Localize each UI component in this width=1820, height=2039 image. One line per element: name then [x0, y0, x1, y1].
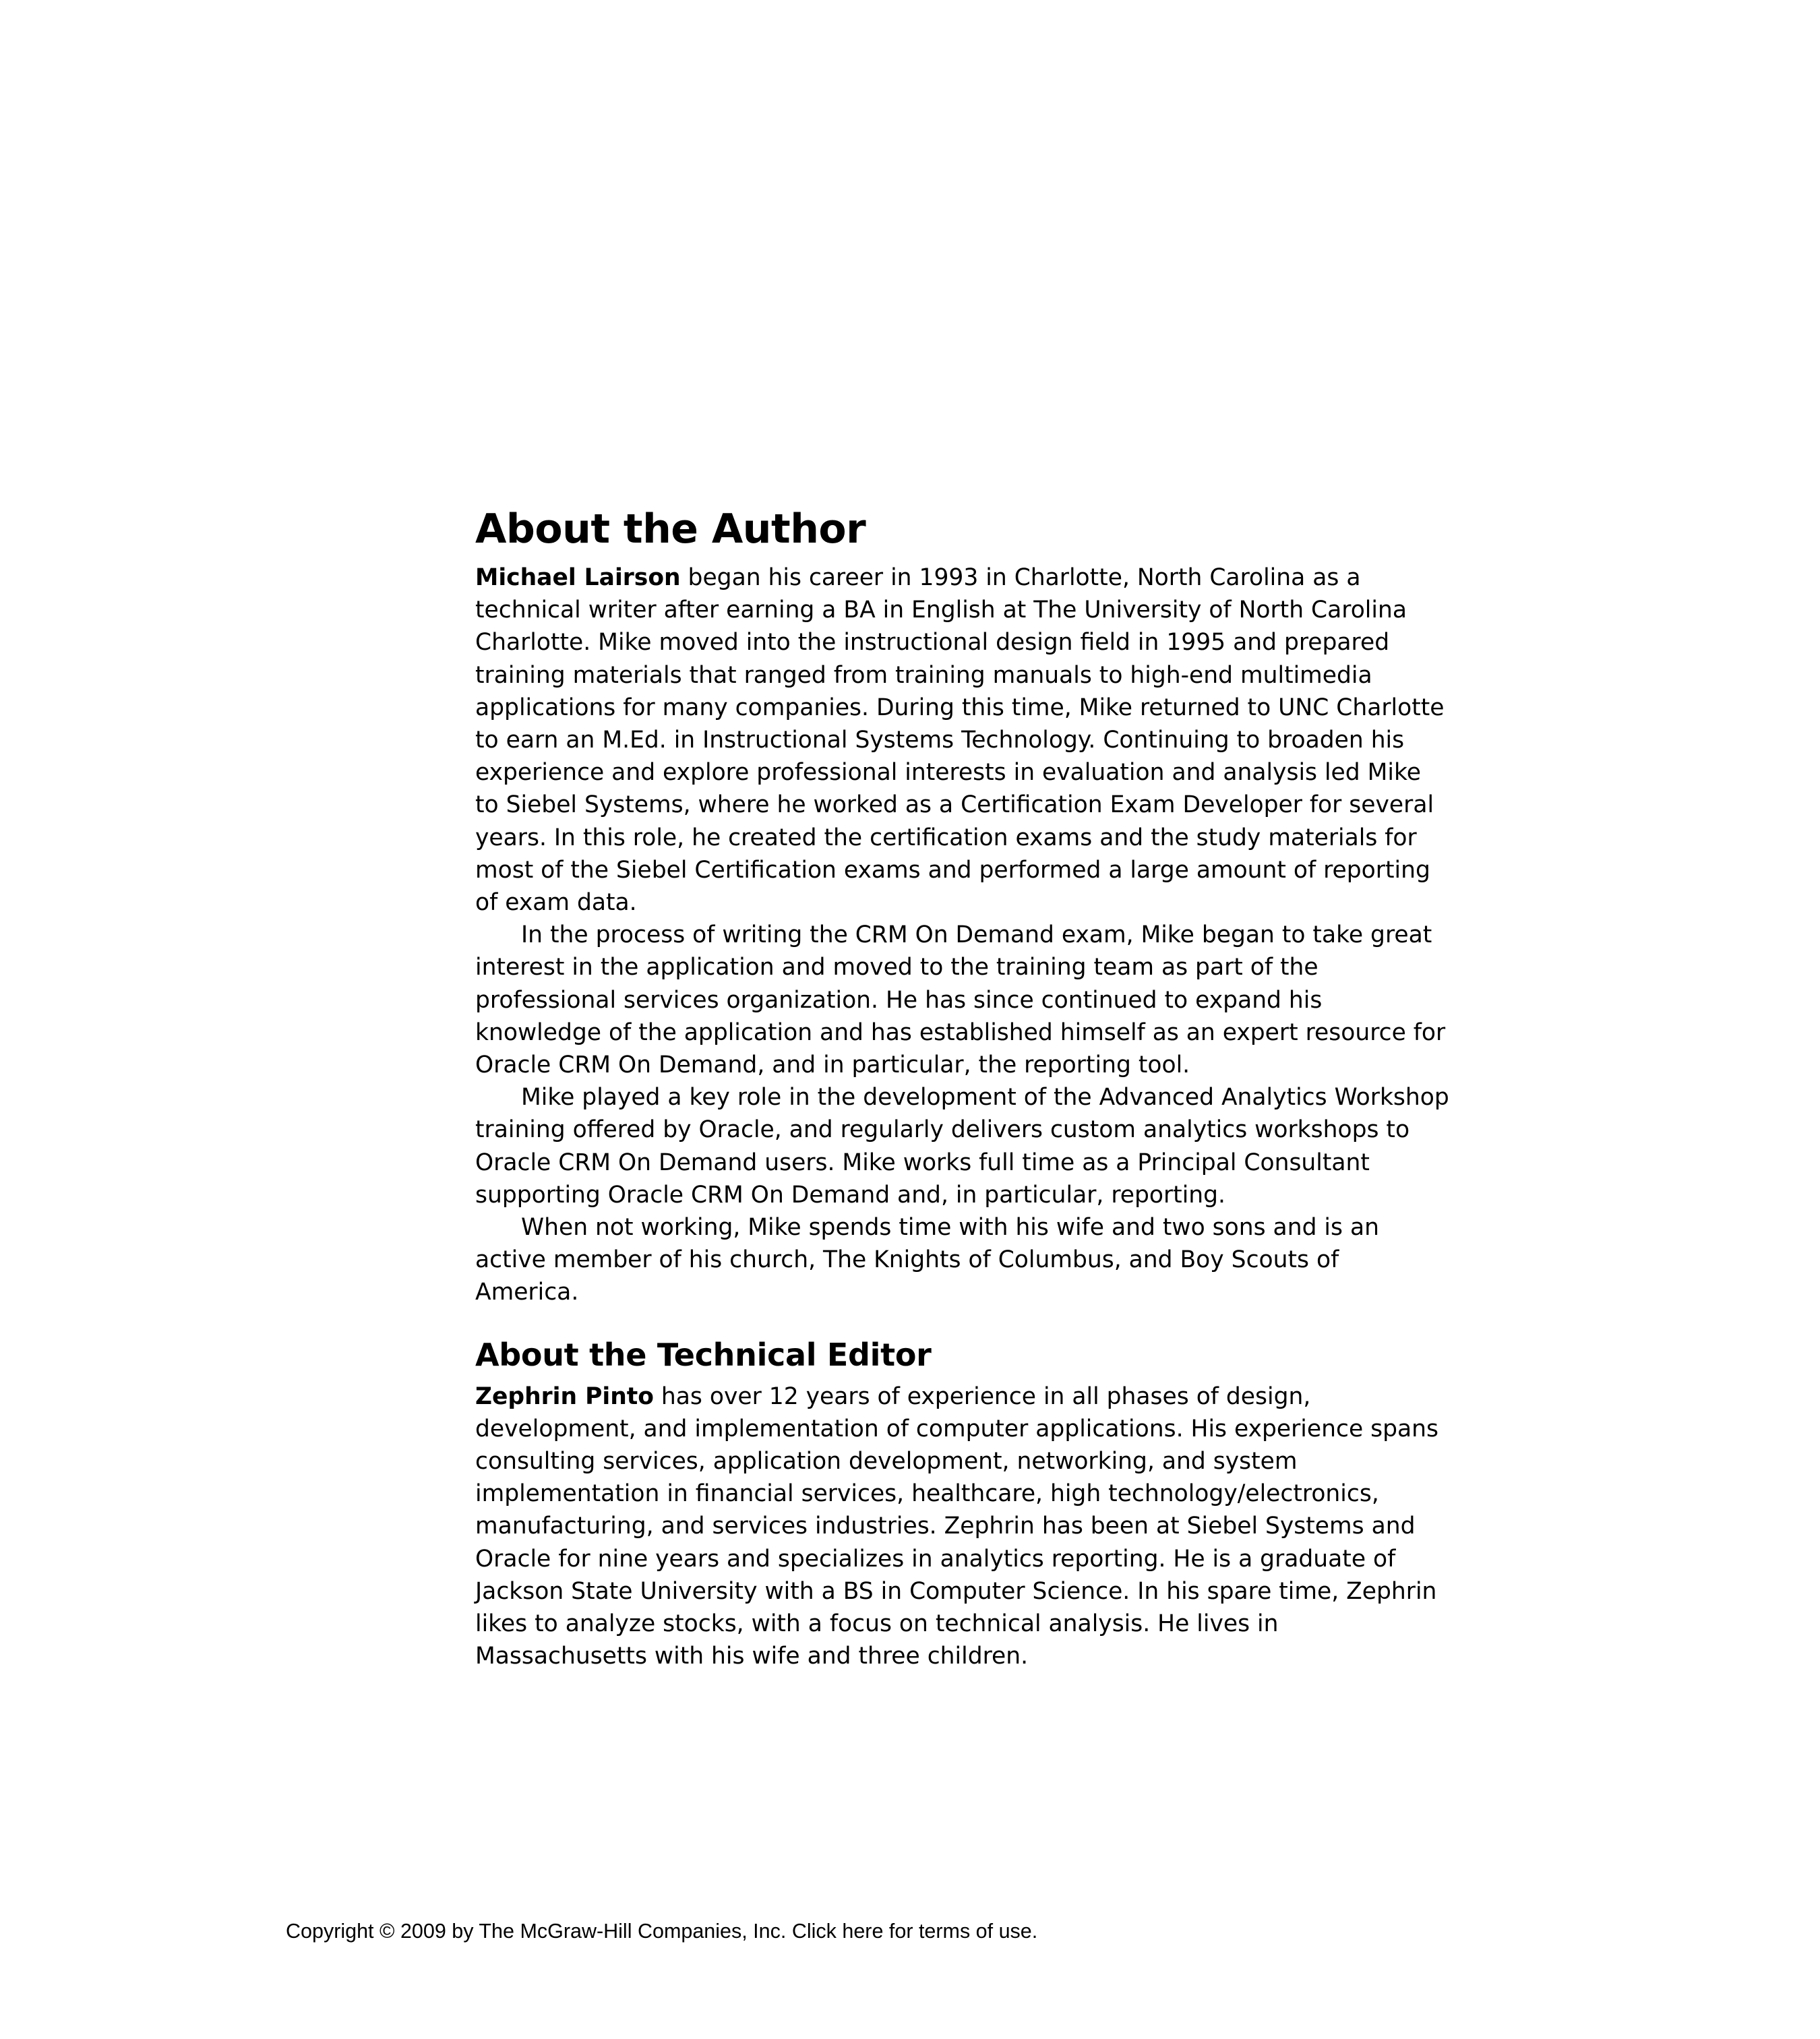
about-editor-heading: About the Technical Editor [475, 1336, 932, 1373]
author-bio-paragraph-1 [475, 561, 1449, 919]
author-name: Michael Lairson [475, 564, 681, 591]
about-author-heading: About the Author [475, 506, 866, 553]
terms-of-use-link[interactable]: Click here for terms of use. [791, 1920, 1038, 1943]
copyright-footer [286, 1918, 1037, 1945]
author-bio-paragraph-3: Mike played a key role in the development of the Advanced Analytics Workshop training offered by Oracle, and regularly delivers custom analytics workshops to Oracle CRM On Demand users. Mike works full time as a Principal Consultant supporting Oracle CRM On Demand and, in particular, reporting. [475, 1084, 1449, 1209]
author-bio-paragraph-2: In the process of writing the CRM On Demand exam, Mike began to take great interest in the application and moved to the training team as part of the professional services organization. He has since continued to expand his knowledge of the application and has established himself as an expert resource for Oracle CRM On Demand, and in particular, the reporting tool. [475, 921, 1446, 1079]
main-content [475, 502, 1449, 1673]
copyright-text: Copyright © 2009 by The McGraw-Hill Companies, Inc. [286, 1920, 792, 1943]
author-bio-text-1: began his career in 1993 in Charlotte, North Carolina as a technical writer after earning a BA in English at The University of North Carolina Charlotte. Mike moved into the instructional design field in 1995 and prepared training materials that ranged from training manuals to high-end multimedia applications for many companies. During this time, Mike returned to UNC Charlotte to earn an M.Ed. in Instructional Systems Technology. Continuing to broaden his experience and explore professional interests in evaluation and analysis led Mike to Siebel Systems, where he worked as a Certification Exam Developer for several years. In this role, he created the certification exams and the study materials for most of the Siebel Certification exams and performed a large amount of reporting of exam data. [475, 564, 1445, 917]
author-bio-paragraph-4: When not working, Mike spends time with his wife and two sons and is an active member of his church, The Knights of Columbus, and Boy Scouts of America. [475, 1214, 1379, 1306]
editor-name: Zephrin Pinto [475, 1382, 654, 1410]
editor-bio-paragraph [475, 1380, 1449, 1673]
editor-bio-text: has over 12 years of experience in all phases of design, development, and implementation of computer applications. His experience spans consulting services, application development, networking, and system implementation in financial services, healthcare, high technology/electronics, manufacturing, and services industries. Zephrin has been at Siebel Systems and Oracle for nine years and specializes in analytics reporting. He is a graduate of Jackson State University with a BS in Computer Science. In his spare time, Zephrin likes to analyze stocks, with a focus on technical analysis. He lives in Massachusetts with his wife and three children. [475, 1382, 1439, 1670]
